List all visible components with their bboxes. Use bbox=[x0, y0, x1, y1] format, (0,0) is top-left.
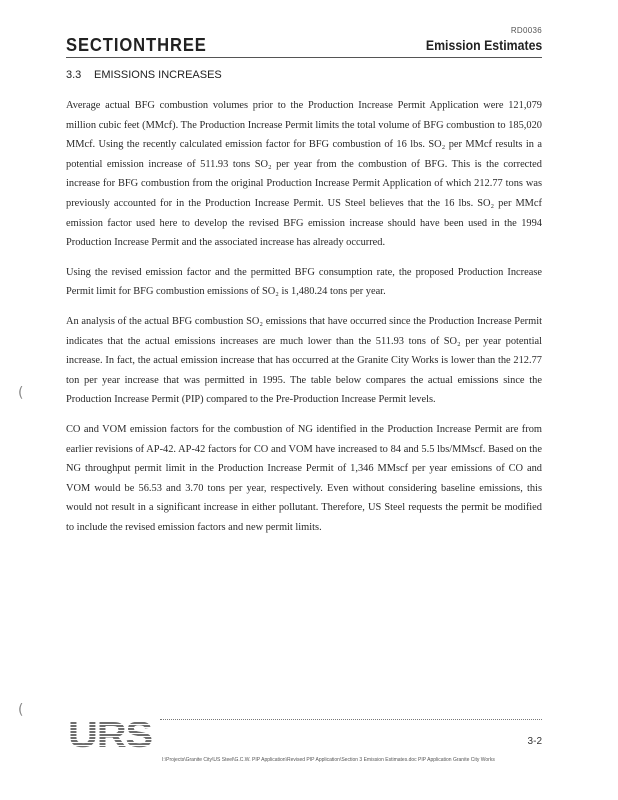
section-subject: Emission Estimates bbox=[425, 37, 542, 53]
paragraph-4: CO and VOM emission factors for the combustion of NG identified in the Production Increase Permit are from earlier revisions of AP-42. AP-42 factors for CO and VOM have increased to 84 and 5.5 lbs/MMscf. Based on the NG throughput permit limit in the Production Increase Permit of 1,346 MMscf per year emissions of CO and VOM would be 56.53 and 3.70 tons per year, respectively. Even without considering baseline emissions, this would not result in a significant increase in either pollutant. Therefore, US Steel requests the permit be modified to include the revised emission factors and new permit limits. bbox=[66, 423, 542, 533]
footer-divider bbox=[160, 719, 542, 720]
section-title: SECTIONTHREE bbox=[66, 35, 207, 55]
paragraph-1: Average actual BFG combustion volumes prior to the Production Increase Permit Application were 121,079 million cubic feet (MMcf). The Production Increase Permit limits the total volume of BFG combustion to 185,020 MMcf. Using the recently calculated emission factor for BFG combustion of 16 lbs. SO₂ per MMcf results in a potential emission increase of 511.93 tons SO₂ per year from the combustion of BFG. This is the corrected increase for BFG combustion from the original Production Increase Permit Application of which 212.77 tons was previously accounted for in the Production Increase Permit. US Steel believes that the 16 lbs. SO₂ per MMcf emission factor used here to develop the revised BFG emission increase should have been used in the 1994 Production Increase Permit and the associated increase has already occurred. bbox=[66, 100, 542, 249]
header-divider bbox=[66, 57, 542, 58]
subsection-number: 3.3 bbox=[66, 69, 82, 81]
paragraph-2: Using the revised emission factor and the permitted BFG consumption rate, the proposed Production Increase Permit limit for BFG combustion emissions of SO₂ is 1,480.24 tons per year. bbox=[66, 266, 542, 298]
urs-logo bbox=[68, 716, 154, 750]
scan-mark: ( bbox=[18, 385, 24, 401]
logo-text: URS bbox=[68, 716, 152, 750]
document-code: RD0036 bbox=[510, 26, 542, 35]
paragraph-3: An analysis of the actual BFG combustion SO₂ emissions that have occurred since the Production Increase Permit indicates that the actual emissions increases are much lower than the 511.93 tons of SO₂ per year potential increase. In fact, the actual emission increase that has occurred at the Granite City Works is lower than the 212.77 ton per year increase that was permitted in 1995. The table below compares the actual emissions since the Production Increase Permit (PIP) compared to the Pre-Production Increase Permit levels. bbox=[66, 315, 542, 406]
footer-file-path: I:\Projects\Granite City\US Steel\G.C.W. PIP Application\Revised PIP Application\Section 3 Emission Estimates.doc PIP Application Granite City Works bbox=[162, 757, 495, 763]
subsection-title: EMISSIONS INCREASES bbox=[94, 69, 222, 81]
subsection-heading bbox=[66, 69, 222, 81]
page-number: 3-2 bbox=[527, 736, 542, 747]
scan-mark: ( bbox=[18, 702, 24, 718]
body-text bbox=[66, 96, 542, 547]
